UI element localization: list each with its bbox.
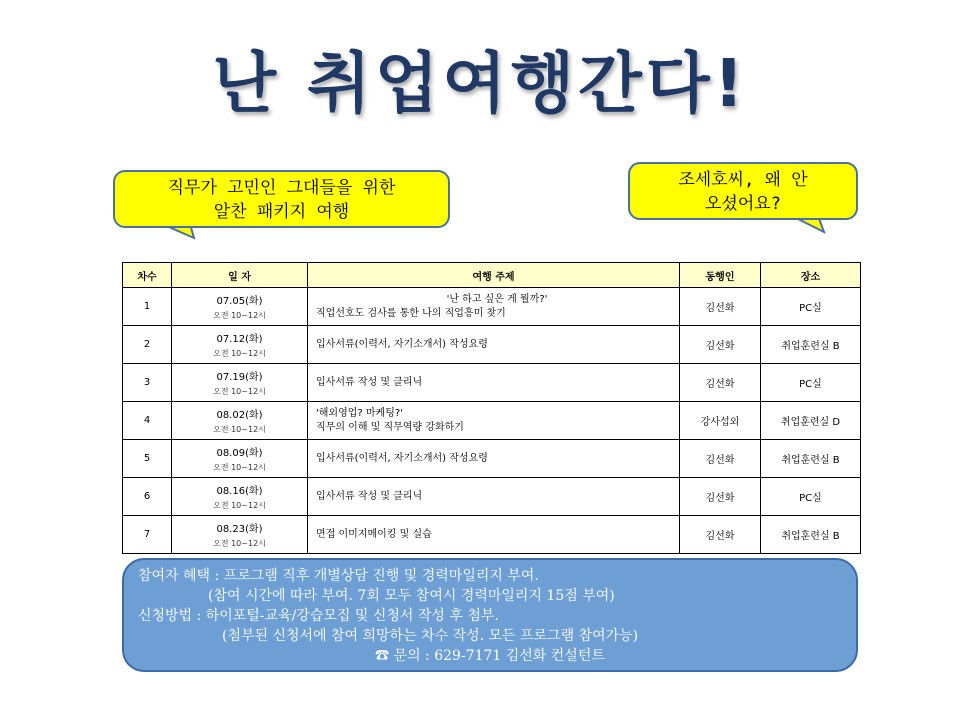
info-contact: ☎ 문의 : 629-7171 김선화 컨설턴트	[375, 648, 605, 664]
bubble-left-line1: 직무가 고민인 그대들을 위한	[167, 178, 396, 198]
speech-bubble-right	[628, 162, 858, 220]
row-place: 취업훈련실 D	[761, 402, 861, 440]
row-companion: 김선화	[680, 288, 761, 326]
row-num: 7	[123, 516, 172, 554]
row-companion: 김선화	[680, 478, 761, 516]
row-date-cell	[172, 288, 308, 326]
row-place: 취업훈련실 B	[761, 440, 861, 478]
row-time: 오전 10~12시	[213, 349, 266, 358]
row-topic-line1: 입사서류(이력서, 자기소개서) 작성요령	[316, 338, 488, 350]
row-time: 오전 10~12시	[213, 387, 266, 396]
row-num: 4	[123, 402, 172, 440]
row-date-cell	[172, 364, 308, 402]
table-row	[123, 364, 861, 402]
row-topic-line1: 입사서류(이력서, 자기소개서) 작성요령	[316, 452, 488, 464]
row-place: 취업훈련실 B	[761, 326, 861, 364]
info-apply: 신청방법 : 하이포털-교육/강습모집 및 신청서 작성 후 첨부.	[138, 608, 499, 624]
row-date: 07.05(화)	[216, 296, 263, 307]
row-topic-cell	[308, 364, 680, 402]
table-row	[123, 326, 861, 364]
row-topic-cell	[308, 326, 680, 364]
row-place: 취업훈련실 B	[761, 516, 861, 554]
row-companion: 김선화	[680, 364, 761, 402]
row-place: PC실	[761, 364, 861, 402]
row-topic-line1: '난 하고 싶은 게 뭘까?'	[446, 293, 548, 305]
row-topic-line1: 입사서류 작성 및 클리닉	[316, 490, 423, 502]
row-companion: 강사섭외	[680, 402, 761, 440]
row-num: 3	[123, 364, 172, 402]
bubble-right-line1: 조세호씨, 왜 안	[678, 170, 808, 190]
header-companion: 동행인	[680, 263, 761, 288]
row-date: 07.12(화)	[216, 334, 263, 345]
row-place: PC실	[761, 478, 861, 516]
row-date-cell	[172, 326, 308, 364]
row-companion: 김선화	[680, 516, 761, 554]
row-num: 6	[123, 478, 172, 516]
info-box	[122, 558, 858, 672]
table-row	[123, 288, 861, 326]
row-time: 오전 10~12시	[213, 539, 266, 548]
table-row	[123, 478, 861, 516]
row-place: PC실	[761, 288, 861, 326]
row-topic-line1: '해외영업? 마케팅?'	[316, 407, 403, 419]
info-benefit: 참여자 혜택 : 프로그램 직후 개별상담 진행 및 경력마일리지 부여.	[138, 568, 539, 584]
speech-bubble-left	[113, 170, 450, 228]
row-date: 08.16(화)	[216, 486, 263, 497]
row-topic-cell	[308, 402, 680, 440]
row-topic-line1: 면접 이미지메이킹 및 실습	[316, 528, 432, 540]
bubble-left-line2: 알찬 패키지 여행	[213, 202, 350, 222]
row-num: 1	[123, 288, 172, 326]
header-topic: 여행 주제	[308, 263, 680, 288]
row-date-cell	[172, 478, 308, 516]
table-row	[123, 440, 861, 478]
table-row	[123, 516, 861, 554]
table-header-row	[123, 263, 861, 288]
header-date: 일 자	[172, 263, 308, 288]
bubble-right-line2: 오셨어요?	[705, 194, 781, 214]
page-title: 난 취업여행간다!	[212, 45, 748, 122]
row-topic-line1: 입사서류 작성 및 클리닉	[316, 376, 423, 388]
row-date-cell	[172, 516, 308, 554]
header-round: 차수	[123, 263, 172, 288]
row-date-cell	[172, 402, 308, 440]
row-topic-cell	[308, 288, 680, 326]
row-date: 08.02(화)	[216, 410, 263, 421]
row-date-cell	[172, 440, 308, 478]
row-topic-line2: 직무의 이해 및 직무역량 강화하기	[316, 421, 464, 433]
info-apply-note: (첨부된 신청서에 참여 희망하는 차수 작성. 모든 프로그램 참여가능)	[222, 628, 639, 644]
row-date: 08.09(화)	[216, 448, 263, 459]
row-date: 07.19(화)	[216, 372, 263, 383]
row-num: 2	[123, 326, 172, 364]
row-time: 오전 10~12시	[213, 425, 266, 434]
row-time: 오전 10~12시	[213, 501, 266, 510]
row-companion: 김선화	[680, 326, 761, 364]
row-date: 08.23(화)	[216, 524, 263, 535]
row-time: 오전 10~12시	[213, 311, 266, 320]
row-time: 오전 10~12시	[213, 463, 266, 472]
schedule-table	[122, 262, 861, 554]
row-companion: 김선화	[680, 440, 761, 478]
info-benefit-note: (참여 시간에 따라 부여. 7회 모두 참여시 경력마일리지 15점 부여)	[208, 588, 615, 604]
table-row	[123, 402, 861, 440]
row-topic-cell	[308, 516, 680, 554]
row-topic-line2: 직업선호도 검사를 통한 나의 직업흥미 찾기	[316, 307, 506, 319]
row-topic-cell	[308, 478, 680, 516]
header-place: 장소	[761, 263, 861, 288]
row-num: 5	[123, 440, 172, 478]
row-topic-cell	[308, 440, 680, 478]
